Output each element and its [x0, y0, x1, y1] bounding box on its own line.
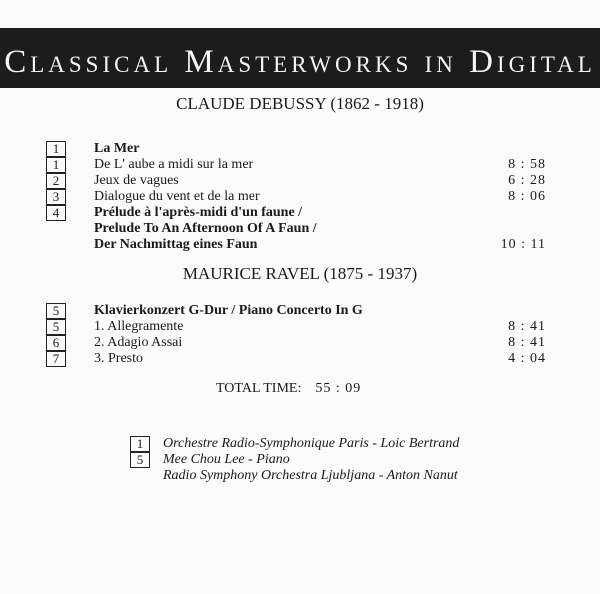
track-time: 8 : 41 — [508, 319, 546, 334]
series-title: Classical Masterworks in Digital — [4, 44, 596, 80]
track-time: 6 : 28 — [508, 173, 546, 188]
track-number-box: 5 — [46, 303, 66, 319]
track-title: De L' aube a midi sur la mer — [94, 157, 254, 172]
track-title: 1. Allegramente — [94, 319, 184, 334]
total-time — [216, 381, 361, 397]
track-number-box: 5 — [46, 319, 66, 335]
total-time-label: TOTAL TIME: — [216, 381, 302, 396]
track-row — [46, 335, 546, 351]
track-number-box: 1 — [46, 141, 66, 157]
header-banner — [0, 28, 600, 88]
credit-text: Mee Chou Lee - Piano — [163, 452, 290, 467]
track-time: 8 : 41 — [508, 335, 546, 350]
track-row — [46, 221, 546, 237]
track-row — [46, 205, 546, 221]
track-time: 8 : 06 — [508, 189, 546, 204]
track-number-box: 7 — [46, 351, 66, 367]
track-time: 4 : 04 — [508, 351, 546, 366]
total-time-value: 55 : 09 — [315, 381, 362, 396]
track-row — [46, 189, 546, 205]
track-row — [46, 303, 546, 319]
composer-heading-ravel: MAURICE RAVEL (1875 - 1937) — [182, 264, 418, 283]
track-time: 8 : 58 — [508, 157, 546, 172]
credit-text: Orchestre Radio-Symphonique Paris - Loic Bertrand — [163, 436, 460, 451]
track-title: Dialogue du vent et de la mer — [94, 189, 260, 204]
track-row — [46, 157, 546, 173]
track-number-box: 4 — [46, 205, 66, 221]
track-title: Prélude à l'après-midi d'un faune / — [94, 205, 303, 220]
track-title: 3. Presto — [94, 351, 143, 366]
track-title: 2. Adagio Assai — [94, 335, 183, 350]
track-number-box: 3 — [46, 189, 66, 205]
track-row — [46, 351, 546, 367]
track-row — [46, 237, 546, 253]
track-number-box: 6 — [46, 335, 66, 351]
track-title: Klavierkonzert G-Dur / Piano Concerto In G — [94, 303, 363, 318]
credit-row — [130, 436, 550, 452]
composer-heading-debussy: CLAUDE DEBUSSY (1862 - 1918) — [176, 94, 424, 113]
credit-row — [130, 468, 550, 484]
track-title: Jeux de vagues — [94, 173, 179, 188]
track-title: La Mer — [94, 141, 140, 156]
track-number-box: 2 — [46, 173, 66, 189]
track-row — [46, 141, 546, 157]
track-number-box: 1 — [46, 157, 66, 173]
track-title: Prelude To An Afternoon Of A Faun / — [94, 221, 317, 236]
track-row — [46, 319, 546, 335]
track-time: 10 : 11 — [500, 237, 546, 252]
credit-number-box: 5 — [130, 452, 150, 468]
track-title: Der Nachmittag eines Faun — [94, 237, 258, 252]
credit-row — [130, 452, 550, 468]
credit-text: Radio Symphony Orchestra Ljubljana - Anton Nanut — [163, 468, 458, 483]
track-row — [46, 173, 546, 189]
credit-number-box: 1 — [130, 436, 150, 452]
